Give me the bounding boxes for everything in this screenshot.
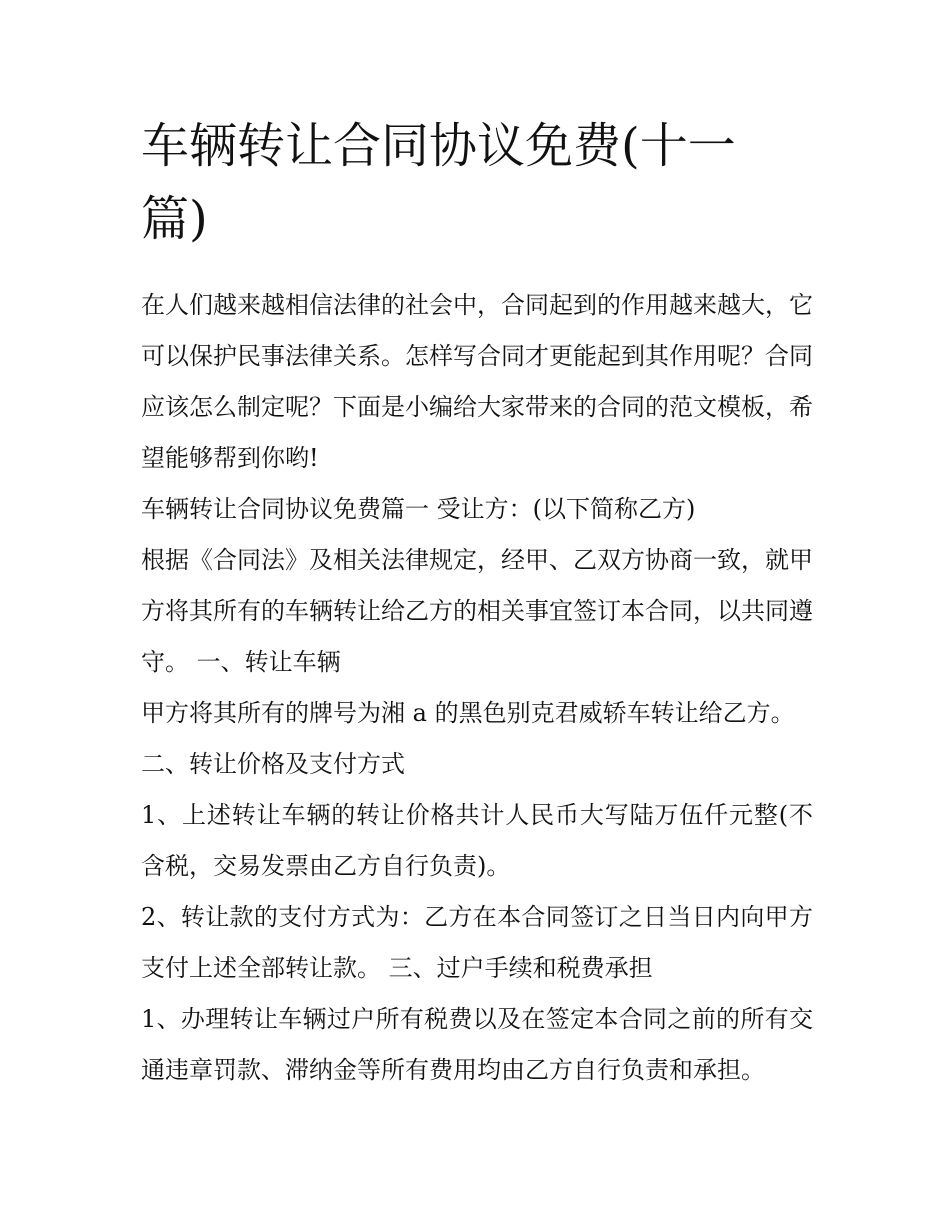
document-content [141, 110, 813, 1096]
paragraph-intro: 在人们越来越相信法律的社会中，合同起到的作用越来越大，它可以保护民事法律关系。怎样写合同才更能起到其作用呢？合同应该怎么制定呢？下面是小编给大家带来的合同的范文模板，希望能够帮到你哟! [141, 291, 813, 472]
document-title: 车辆转让合同协议免费(十一篇) [141, 118, 736, 247]
paragraph-section-one-heading: 车辆转让合同协议免费篇一 受让方：(以下简称乙方) [141, 495, 696, 523]
paragraph-price-clause-2: 2、转让款的支付方式为：乙方在本合同签订之日当日内向甲方支付上述全部转让款。 三、过户手续和税费承担 [141, 903, 813, 982]
paragraph-price-heading: 二、转让价格及支付方式 [141, 750, 405, 778]
document-body [141, 280, 813, 1096]
paragraph-contract-basis: 根据《合同法》及相关法律规定，经甲、乙双方协商一致，就甲方将其所有的车辆转让给乙方的相关事宜签订本合同，以共同遵守。 一、转让车辆 [141, 546, 813, 676]
paragraph-vehicle-description: 甲方将其所有的牌号为湘 a 的黑色别克君威轿车转让给乙方。 [141, 699, 795, 727]
paragraph-price-clause-1: 1、上述转让车辆的转让价格共计人民币大写陆万伍仟元整(不含税，交易发票由乙方自行负责)。 [141, 801, 813, 880]
paragraph-transfer-clause-1: 1、办理转让车辆过户所有税费以及在签定本合同之前的所有交通违章罚款、滞纳金等所有费用均由乙方自行负责和承担。 [141, 1005, 813, 1084]
